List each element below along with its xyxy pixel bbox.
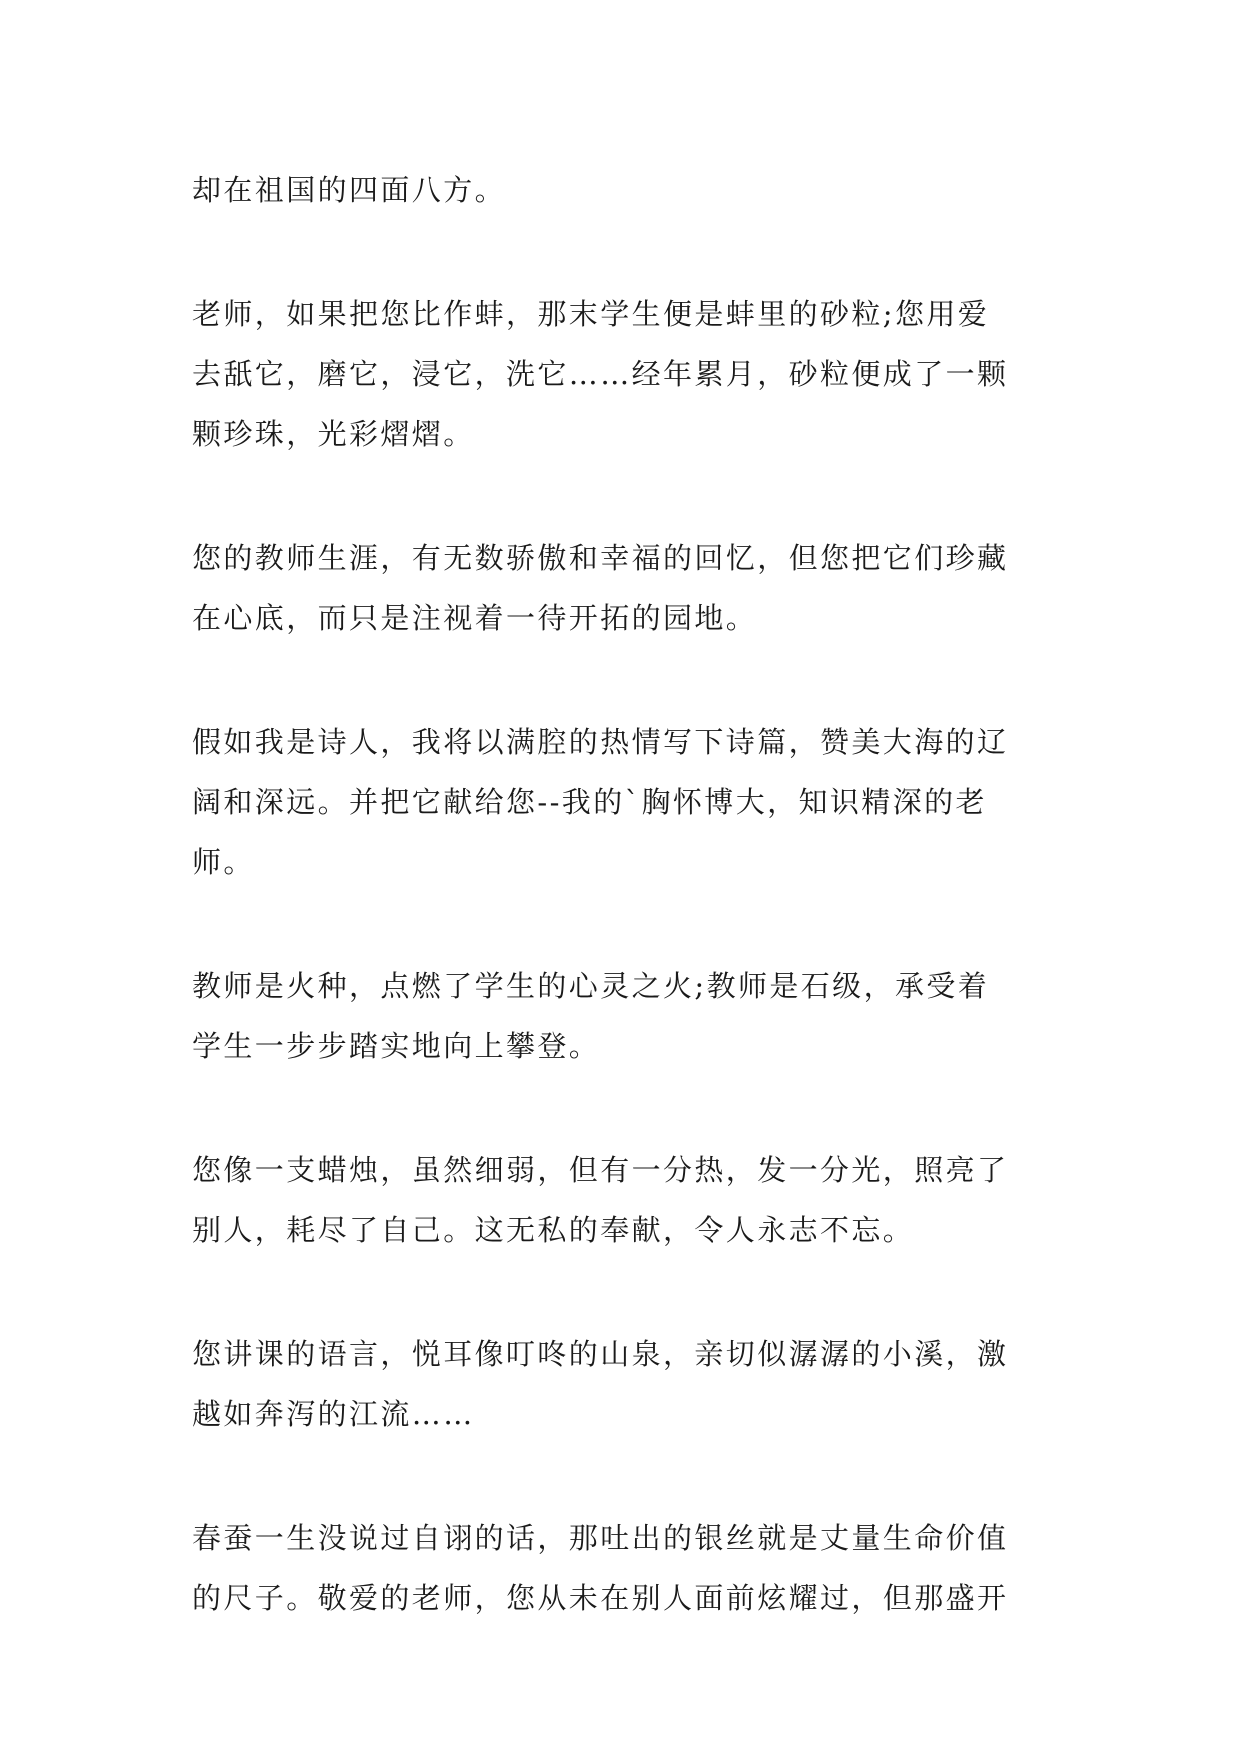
text-line: 阔和深远。并把它献给您--我的`胸怀博大，知识精深的老	[192, 785, 987, 819]
text-line: 老师，如果把您比作蚌，那末学生便是蚌里的砂粒;您用爱	[192, 297, 990, 331]
paragraph-6	[192, 1140, 1062, 1260]
paragraph-7	[192, 1324, 1062, 1444]
paragraph-3	[192, 528, 1062, 648]
text-line: 您讲课的语言，悦耳像叮咚的山泉，亲切似潺潺的小溪，激	[192, 1337, 1009, 1371]
text-line: 颗珍珠，光彩熠熠。	[192, 417, 475, 451]
text-line: 越如奔泻的江流……	[192, 1397, 475, 1431]
paragraph-2	[192, 284, 1062, 464]
paragraph-8	[192, 1508, 1062, 1628]
text-line: 您的教师生涯，有无数骄傲和幸福的回忆，但您把它们珍藏	[192, 541, 1009, 575]
document-body	[192, 160, 1062, 1692]
text-line: 教师是火种，点燃了学生的心灵之火;教师是石级，承受着	[192, 969, 990, 1003]
text-line: 学生一步步踏实地向上攀登。	[192, 1029, 601, 1063]
text-line: 却在祖国的四面八方。	[192, 173, 507, 207]
text-line: 别人，耗尽了自己。这无私的奉献，令人永志不忘。	[192, 1213, 915, 1247]
text-line: 假如我是诗人，我将以满腔的热情写下诗篇，赞美大海的辽	[192, 725, 1009, 759]
paragraph-1	[192, 160, 1062, 220]
text-line: 春蚕一生没说过自诩的话，那吐出的银丝就是丈量生命价值	[192, 1521, 1009, 1555]
paragraph-5	[192, 956, 1062, 1076]
text-line: 您像一支蜡烛，虽然细弱，但有一分热，发一分光，照亮了	[192, 1153, 1009, 1187]
text-line: 去舐它，磨它，浸它，洗它……经年累月，砂粒便成了一颗	[192, 357, 1009, 391]
text-line: 在心底，而只是注视着一待开拓的园地。	[192, 601, 758, 635]
paragraph-4	[192, 712, 1062, 892]
text-line: 的尺子。敬爱的老师，您从未在别人面前炫耀过，但那盛开	[192, 1581, 1009, 1615]
text-line: 师。	[192, 845, 255, 879]
